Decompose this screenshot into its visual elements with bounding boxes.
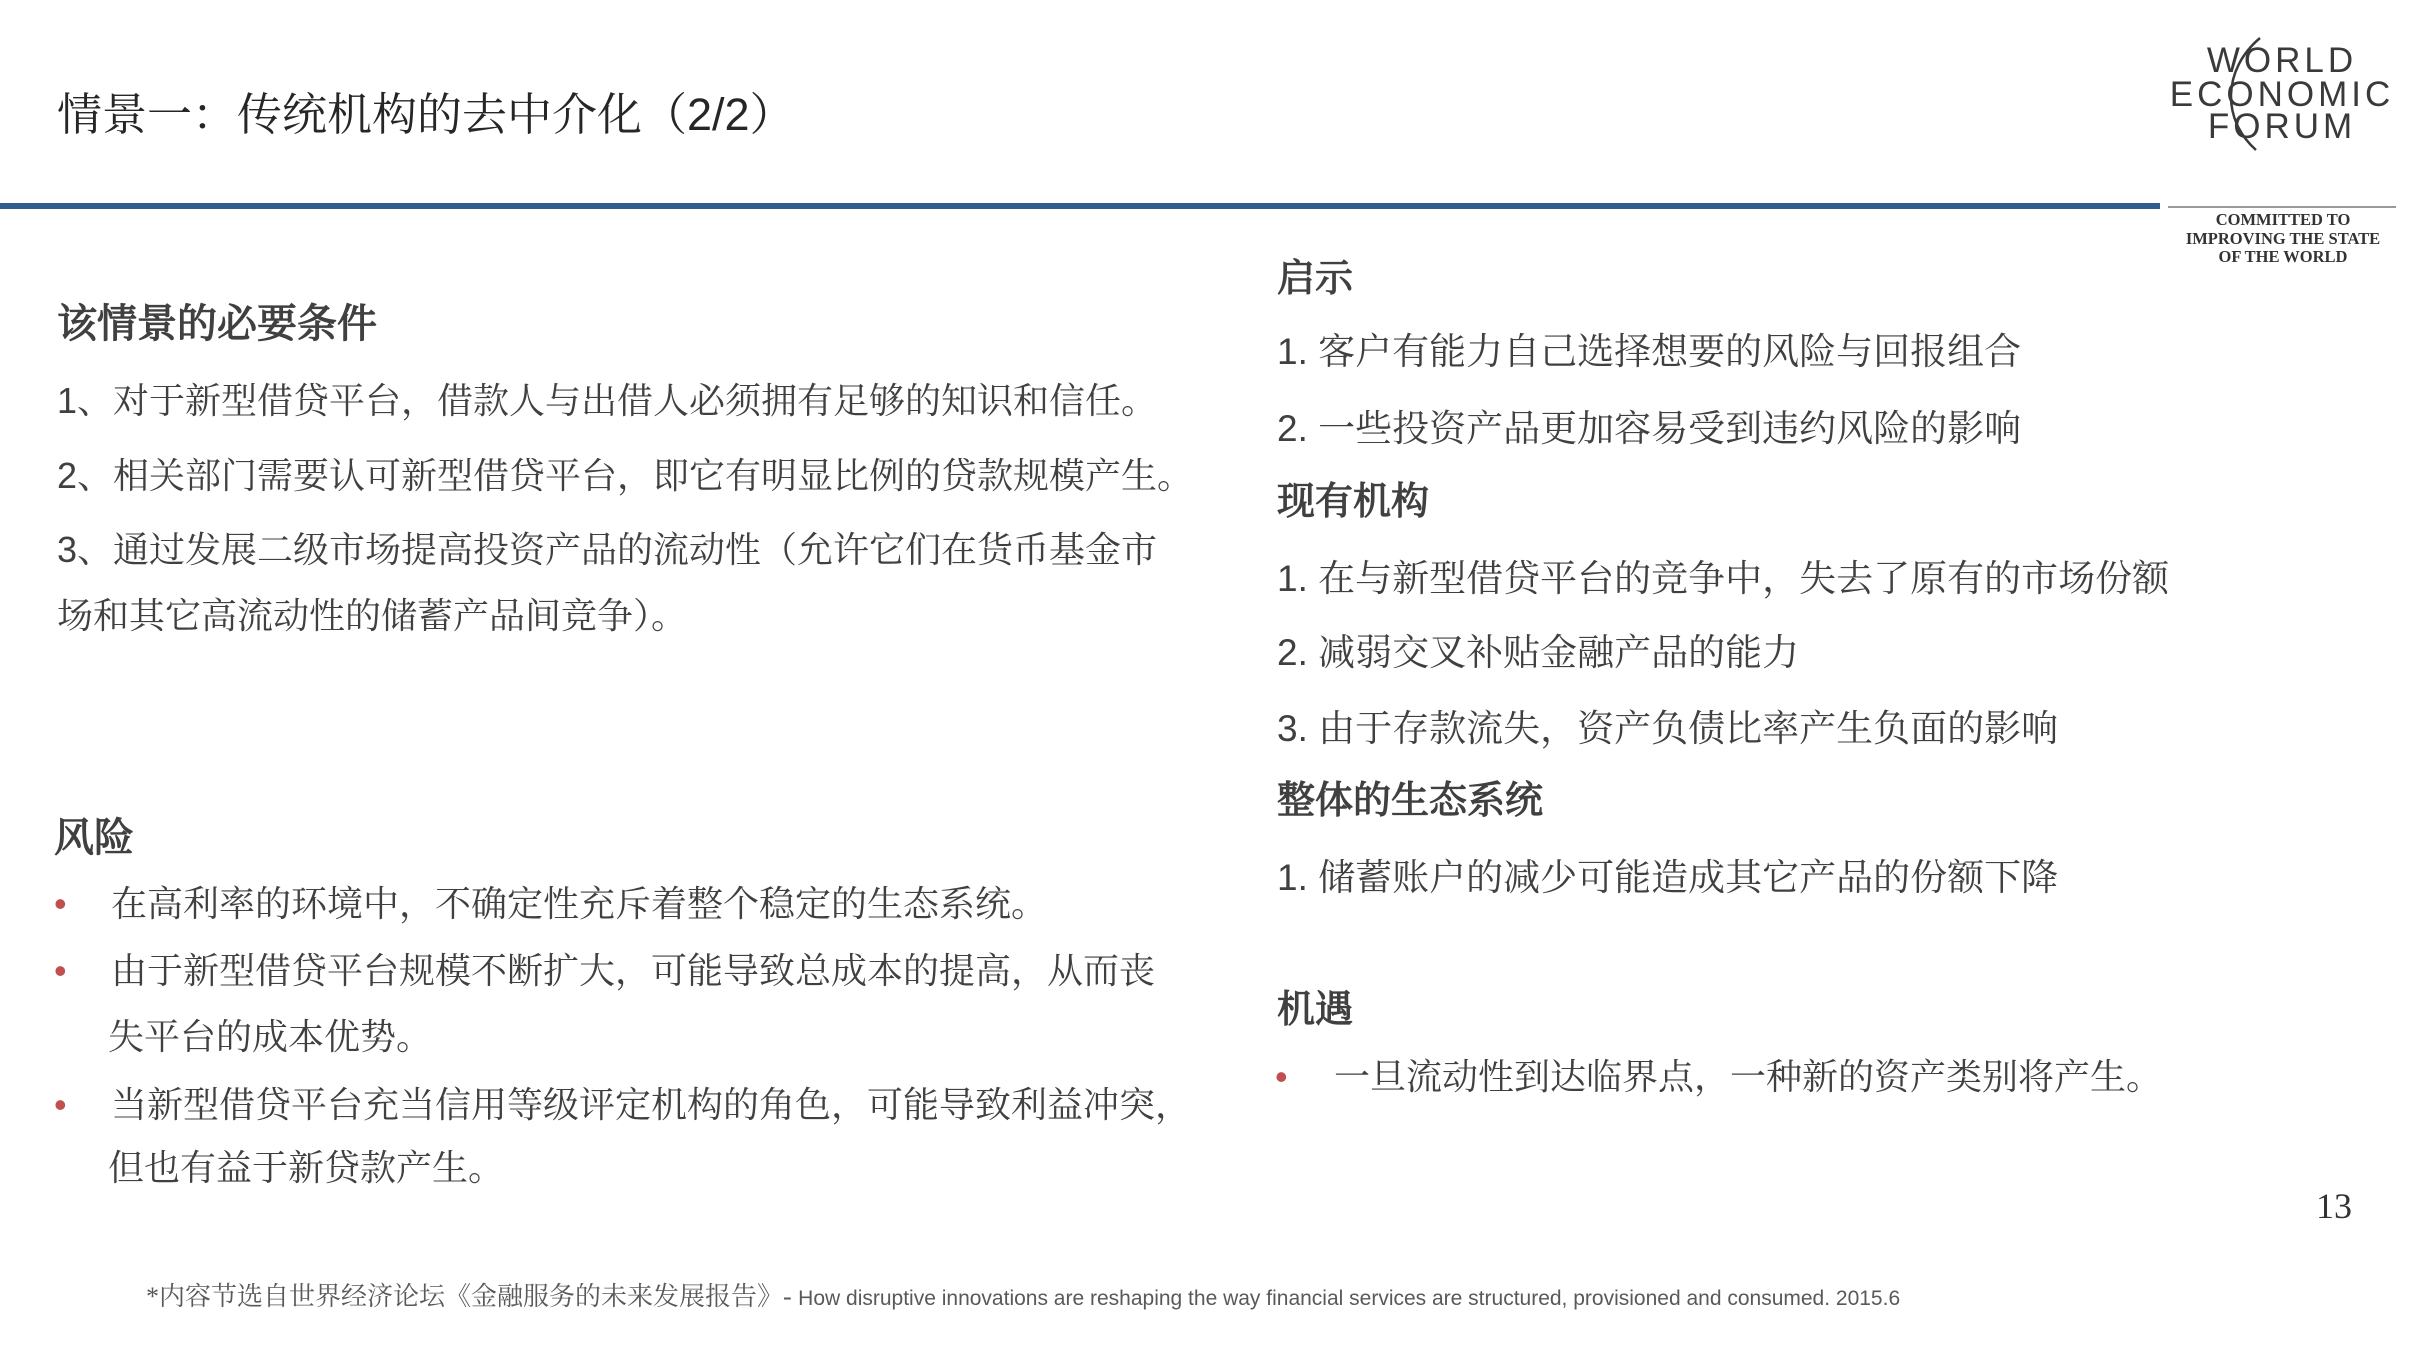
logo-line-forum: FORUM [2207,107,2357,146]
bullet-icon: • [54,883,67,924]
incumbents-heading: 现有机构 [1277,481,1430,523]
opportunity-item-1: 一旦流动性到达临界点，一种新的资产类别将产生。 [1334,1056,2163,1097]
incumbent-item-2: 2. 减弱交叉补贴金融产品的能力 [1277,632,1800,673]
footer-source [146,1281,1900,1317]
condition-item-2: 2、相关部门需要认可新型借贷平台，即它有明显比例的贷款规模产生。 [57,455,1194,496]
condition-item-3-cont: 场和其它高流动性的储蓄产品间竞争）。 [57,595,688,636]
slide-title: 情景一：传统机构的去中介化（2/2） [57,89,795,140]
opportunities-heading: 机遇 [1277,989,1354,1031]
risks-heading: 风险 [54,816,134,860]
incumbent-item-1: 1. 在与新型借贷平台的竞争中，失去了原有的市场份额 [1277,558,2170,599]
footer-source-cn: *内容节选自世界经济论坛《金融服务的未来发展报告》- [146,1282,799,1311]
condition-item-3: 3、通过发展二级市场提高投资产品的流动性（允许它们在货币基金市 [57,529,1158,570]
risk-item-2: 由于新型借贷平台规模不断扩大，可能导致总成本的提高，从而丧 [111,950,1156,991]
risk-item-2-cont: 失平台的成本优势。 [108,1016,433,1057]
wef-logo [2160,30,2405,160]
incumbent-item-3: 3. 由于存款流失，资产负债比率产生负面的影响 [1277,708,2059,749]
logo-divider [2168,206,2396,208]
bullet-icon: • [1275,1056,1288,1097]
tagline-line: IMPROVING THE STATE [2185,228,2381,248]
implications-heading: 启示 [1277,258,1354,300]
logo-line-economic: ECONOMIC [2169,75,2395,114]
bullet-icon: • [54,950,67,991]
implication-item-2: 2. 一些投资产品更加容易受到违约风险的影响 [1277,408,2022,449]
tagline-line: OF THE WORLD [2218,247,2348,266]
logo-tagline [2168,211,2398,267]
ecosystem-item-1: 1. 储蓄账户的减少可能造成其它产品的份额下降 [1277,857,2059,898]
title-divider [0,203,2160,209]
logo-line-world: WORLD [2206,41,2358,80]
conditions-heading: 该情景的必要条件 [57,302,377,346]
bullet-icon: • [54,1084,67,1125]
tagline-line: COMMITTED TO [2215,210,2351,229]
ecosystem-heading: 整体的生态系统 [1277,780,1544,822]
risk-item-1: 在高利率的环境中，不确定性充斥着整个稳定的生态系统。 [111,883,1048,924]
implication-item-1: 1. 客户有能力自己选择想要的风险与回报组合 [1277,331,2022,372]
footer-source-en: How disruptive innovations are reshaping the way financial services are structured, provisioned and consumed. 2015.6 [798,1287,1901,1310]
risk-item-3: 当新型借贷平台充当信用等级评定机构的角色，可能导致利益冲突， [111,1084,1192,1125]
risk-item-3-cont: 但也有益于新贷款产生。 [108,1147,505,1188]
condition-item-1: 1、对于新型借贷平台，借款人与出借人必须拥有足够的知识和信任。 [57,380,1158,421]
page-number: 13 [2316,1186,2352,1226]
